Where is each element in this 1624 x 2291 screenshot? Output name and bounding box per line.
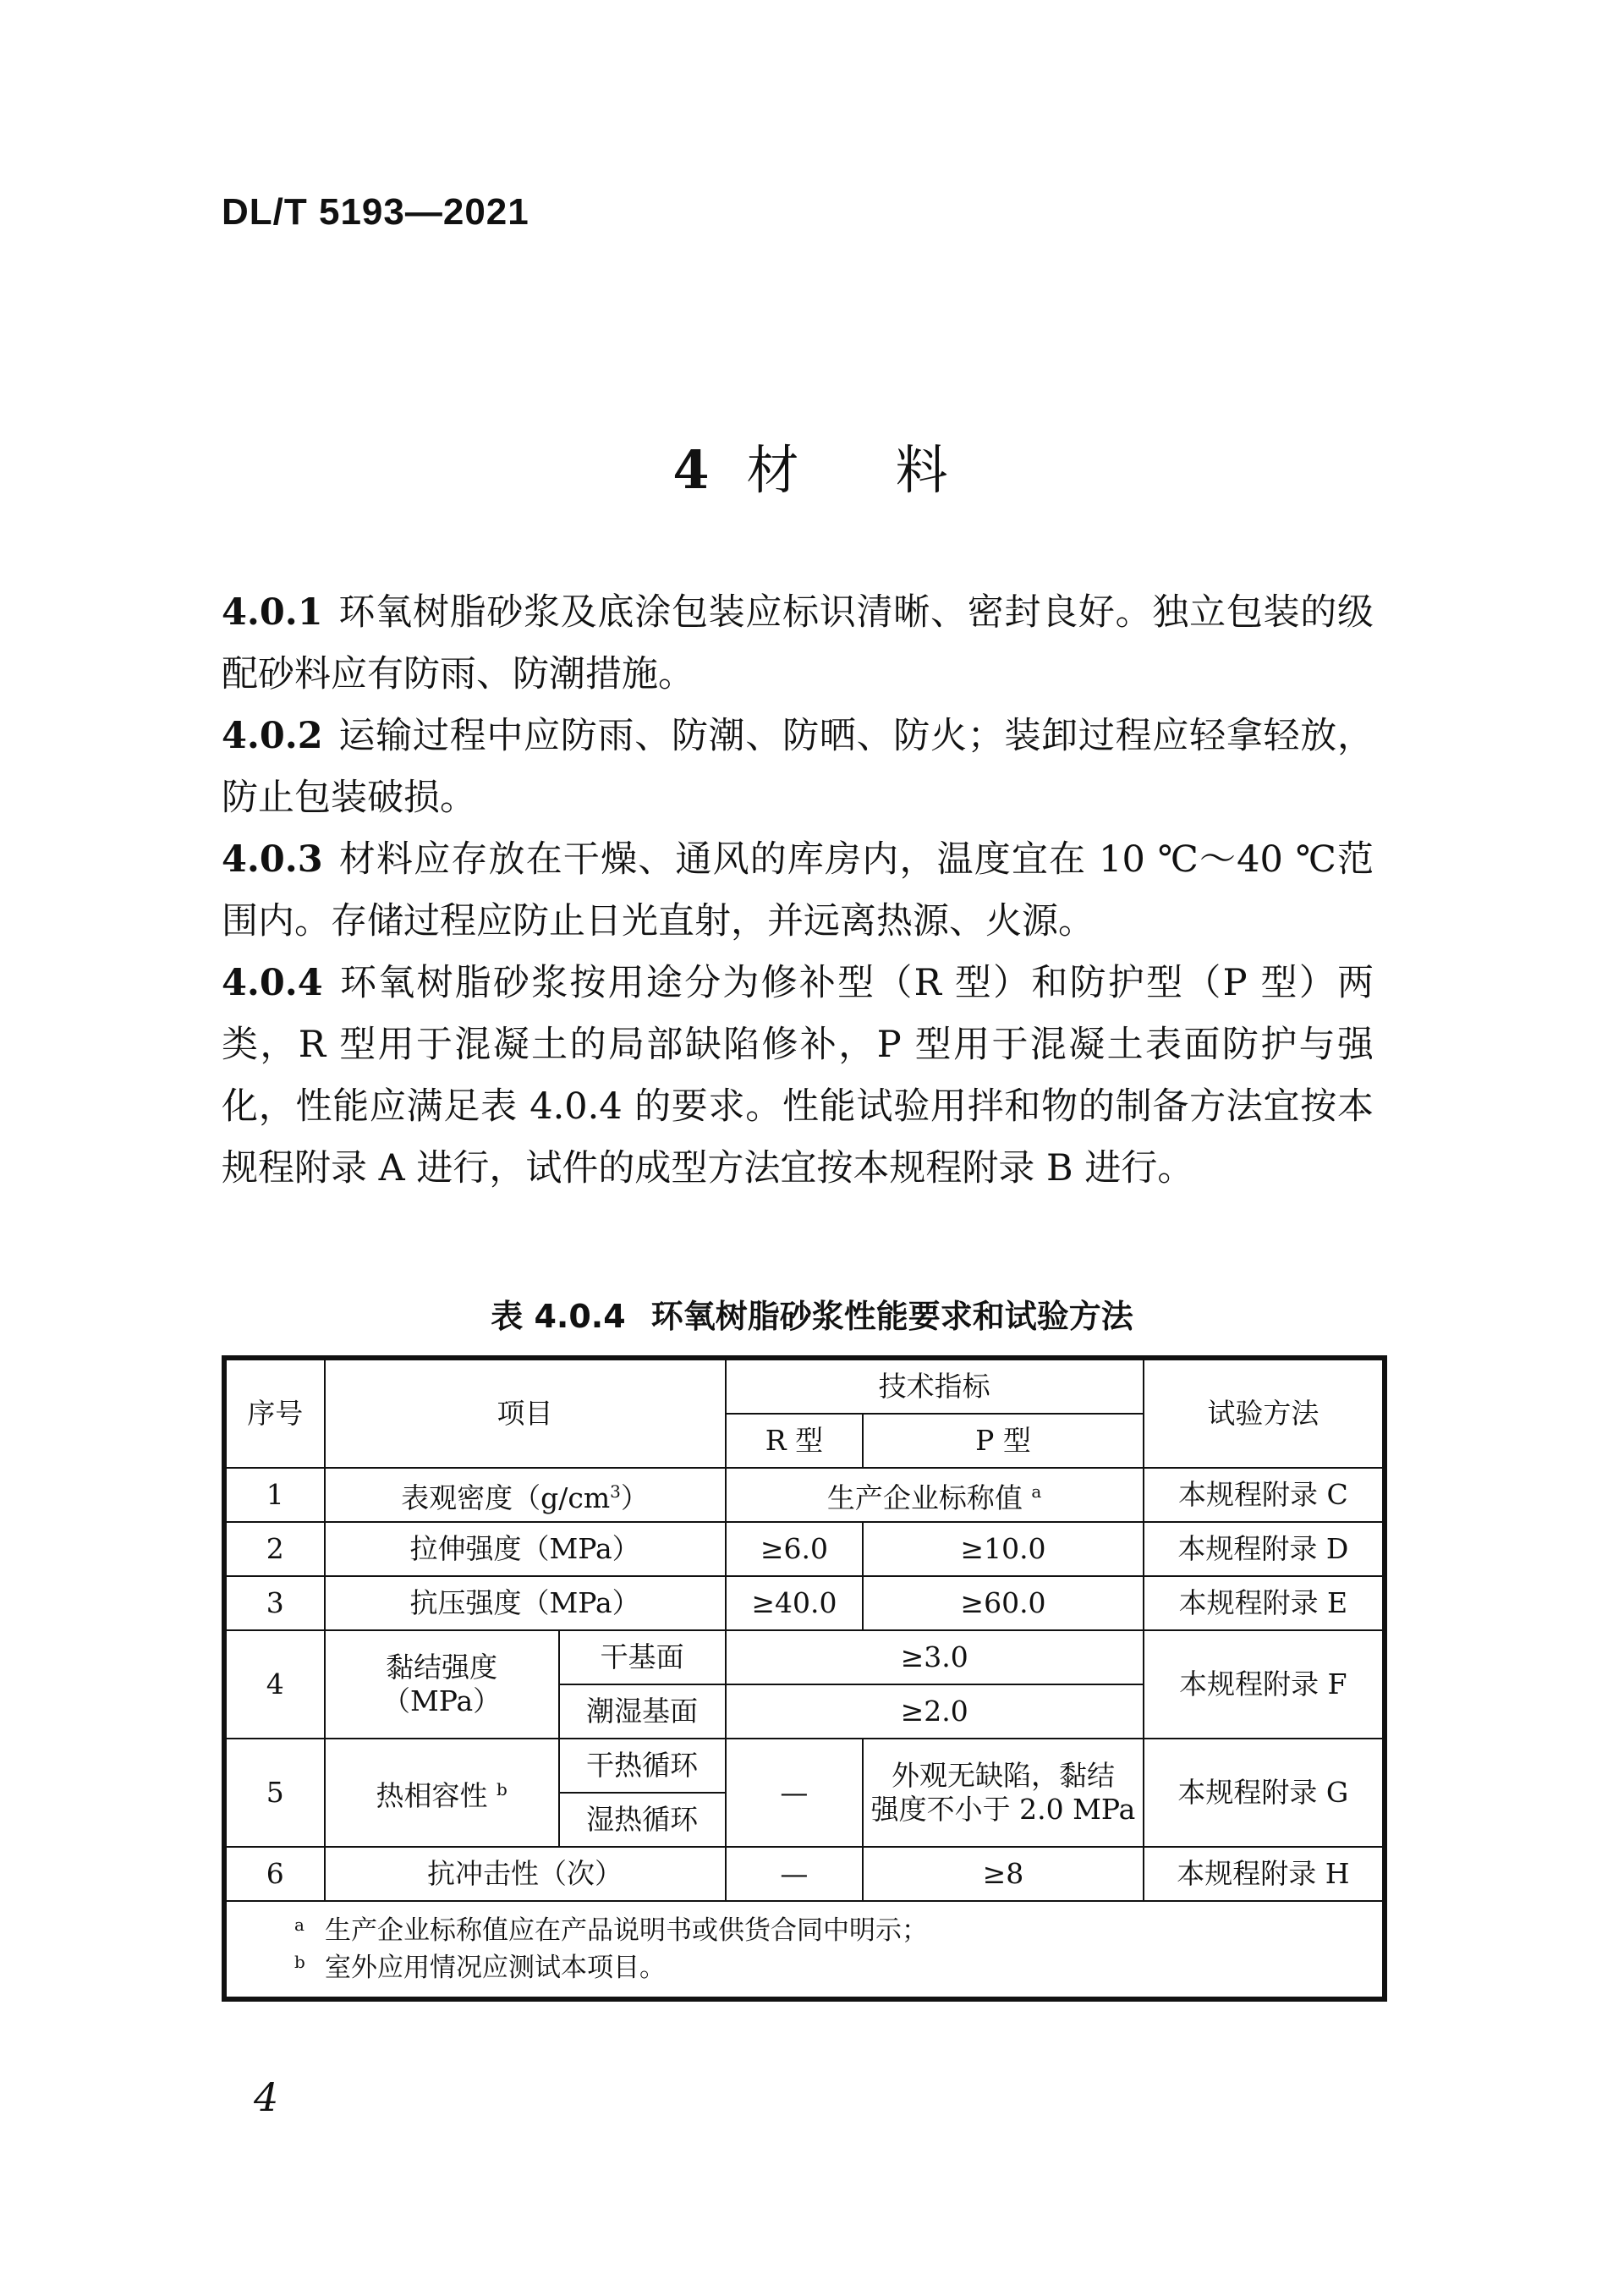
item-text: 热相容性 [376,1779,488,1812]
table-row [226,1739,1383,1793]
clause-number: 4.0.4 [222,962,323,1004]
spec-table [225,1359,1384,1998]
table-row [226,1847,1383,1901]
clause-number: 4.0.2 [222,715,323,757]
clause-4-0-1 [222,582,1374,706]
clause-text: 材料应存放在干燥、通风的库房内，温度宜在 10 ℃～40 ℃范围内。存储过程应防止日光直射，并远离热源、火源。 [222,838,1374,942]
item-superscript: b [496,1779,508,1799]
cell-r-value: — [726,1847,864,1901]
cell-p-value [863,1739,1143,1847]
cell-method: 本规程附录 D [1144,1522,1383,1576]
page-number: 4 [254,2074,279,2120]
table-row [226,1576,1383,1630]
document-code: DL/T 5193—2021 [222,191,529,233]
cell-item [325,1630,559,1739]
cell-seq: 6 [226,1847,325,1901]
chapter-title-part2: 料 [895,439,952,501]
cell-subitem: 湿热循环 [559,1793,726,1847]
cell-method: 本规程附录 H [1144,1847,1383,1901]
cell-p-value: ≥8 [863,1847,1143,1901]
item-text: 表观密度（g/cm [401,1481,611,1514]
header-method: 试验方法 [1144,1360,1383,1468]
p-value-line-1: 外观无缺陷，黏结 [891,1759,1115,1792]
note-mark: b [294,1952,305,1972]
cell-value-merged: ≥3.0 [726,1630,1144,1684]
cell-method: 本规程附录 E [1144,1576,1383,1630]
cell-method: 本规程附录 F [1144,1630,1383,1739]
cell-r-value: — [726,1739,864,1847]
chapter-number: 4 [672,439,713,501]
cell-item: 抗冲击性（次） [325,1847,726,1901]
table-notes [226,1901,1383,1997]
header-tech: 技术指标 [726,1360,1144,1414]
clause-number: 4.0.1 [222,591,323,634]
clauses-block [222,582,1374,1200]
cell-value-merged [726,1468,1144,1522]
header-seq: 序号 [226,1360,325,1468]
header-r-type: R 型 [726,1414,864,1468]
chapter-title [0,428,1624,503]
clause-text: 环氧树脂砂浆按用途分为修补型（R 型）和防护型（P 型）两类，R 型用于混凝土的局部缺陷修补，P 型用于混凝土表面防护与强化，性能应满足表 4.0.4 的要求。性能试验用拌和物的制备方法宜按本规程附录 A 进行，试件的成型方法宜按本规程附录 B 进行。 [222,962,1374,1189]
table-caption [0,1290,1624,1337]
clause-4-0-2 [222,706,1374,829]
table-note [294,1949,1382,1986]
cell-method: 本规程附录 G [1144,1739,1383,1847]
cell-subitem: 干基面 [559,1630,726,1684]
cell-item [325,1468,726,1522]
cell-r-value: ≥40.0 [726,1576,864,1630]
cell-subitem: 干热循环 [559,1739,726,1793]
item-superscript: 3 [610,1481,621,1502]
note-mark: a [294,1915,304,1935]
table-row [226,1468,1383,1522]
table-notes-row [226,1901,1383,1997]
table-row [226,1630,1383,1684]
clause-text: 环氧树脂砂浆及底涂包装应标识清晰、密封良好。独立包装的级配砂料应有防雨、防潮措施。 [222,591,1374,695]
p-value-line-2: 强度不小于 2.0 MPa [870,1793,1136,1826]
header-p-type: P 型 [863,1414,1143,1468]
note-text: 生产企业标称值应在产品说明书或供货合同中明示； [325,1915,928,1946]
item-line-2: （MPa） [382,1684,502,1717]
clause-4-0-4 [222,953,1374,1200]
item-line-1: 黏结强度 [386,1651,498,1684]
header-item: 项目 [325,1360,726,1468]
cell-seq: 3 [226,1576,325,1630]
note-text: 室外应用情况应测试本项目。 [325,1953,666,1983]
cell-seq: 4 [226,1630,325,1739]
table-note [294,1912,1382,1949]
cell-seq: 1 [226,1468,325,1522]
table-header-row [226,1360,1383,1414]
clause-4-0-3 [222,829,1374,953]
cell-item: 拉伸强度（MPa） [325,1522,726,1576]
table-caption-title: 环氧树脂砂浆性能要求和试验方法 [650,1298,1133,1335]
value-superscript: a [1031,1481,1042,1502]
table-row [226,1522,1383,1576]
item-text-tail: ） [620,1481,649,1514]
clause-text: 运输过程中应防雨、防潮、防晒、防火；装卸过程应轻拿轻放，防止包装破损。 [222,715,1374,819]
cell-seq: 2 [226,1522,325,1576]
cell-item: 抗压强度（MPa） [325,1576,726,1630]
cell-item [325,1739,559,1847]
chapter-title-part1: 材 [746,439,803,501]
cell-value-merged: ≥2.0 [726,1684,1144,1739]
cell-subitem: 潮湿基面 [559,1684,726,1739]
cell-p-value: ≥10.0 [863,1522,1143,1576]
value-text: 生产企业标称值 [826,1481,1023,1514]
table-caption-number: 表 4.0.4 [491,1298,626,1335]
cell-method: 本规程附录 C [1144,1468,1383,1522]
cell-p-value: ≥60.0 [863,1576,1143,1630]
spec-table-frame [222,1355,1387,2002]
cell-seq: 5 [226,1739,325,1847]
clause-number: 4.0.3 [222,838,323,881]
cell-r-value: ≥6.0 [726,1522,864,1576]
